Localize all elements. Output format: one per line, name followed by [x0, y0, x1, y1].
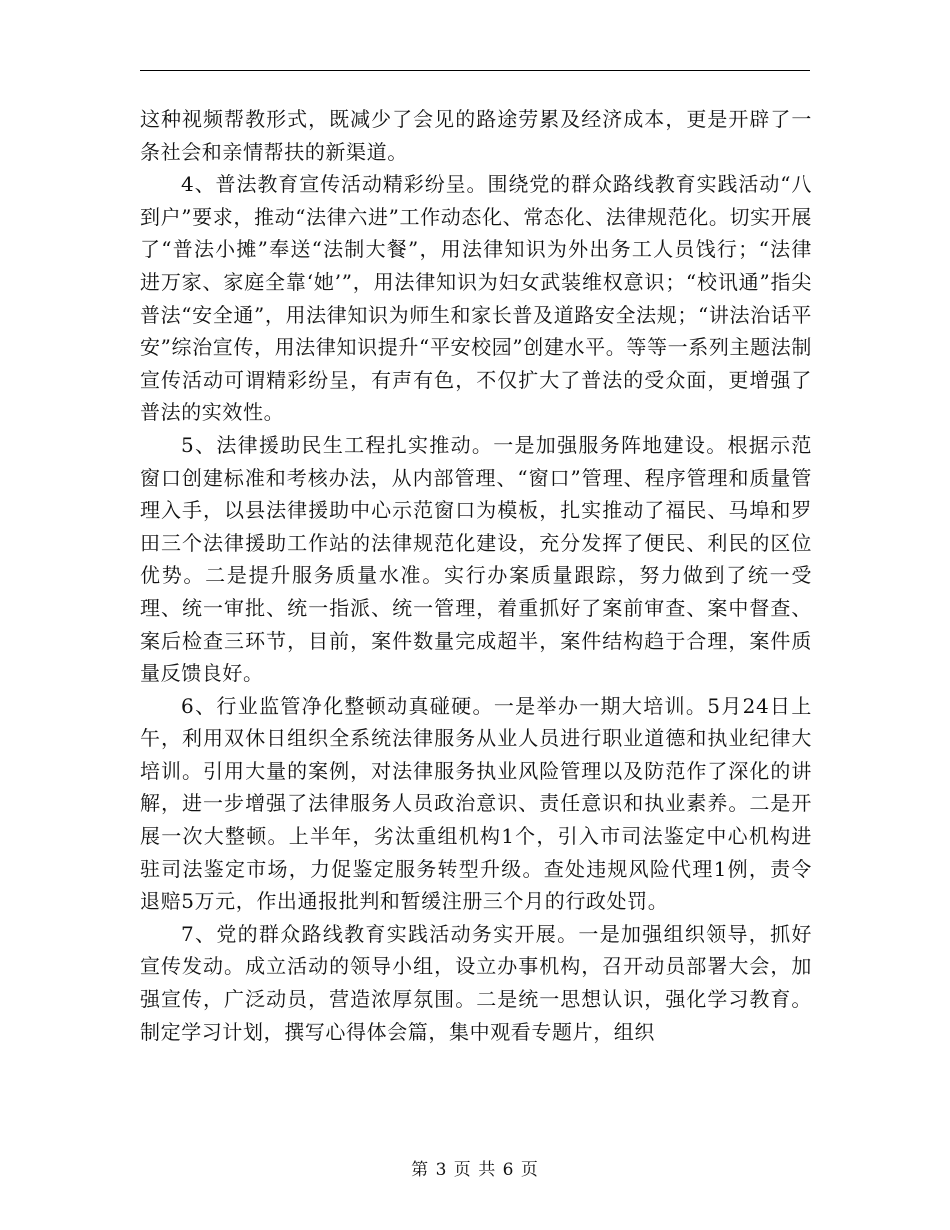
document-body — [140, 103, 812, 1048]
paragraph-legal-publicity: 4、普法教育宣传活动精彩纷呈。围绕党的群众路线教育实践活动“八到户”要求，推动“法律六进”工作动态化、常态化、法律规范化。切实开展了“普法小摊”奉送“法制大餐”，用法律知识为外出务工人员饯行；“法律进万家、家庭全靠‘她’”，用法律知识为妇女武装维权意识；“校讯通”指尖普法“安全通”，用法律知识为师生和家长普及道路安全法规；“讲法治话平安”综治宣传，用法律知识提升“平安校园”创建水平。等等一系列主题法制宣传活动可谓精彩纷呈，有声有色，不仅扩大了普法的受众面，更增强了普法的实效性。 — [140, 172, 812, 425]
paragraph-industry-supervision: 6、行业监管净化整顿动真碰硬。一是举办一期大培训。5月24日上午，利用双休日组织全系统法律服务从业人员进行职业道德和执业纪律大培训。引用大量的案例，对法律服务执业风险管理以及防范作了深化的讲解，进一步增强了法律服务人员政治意识、责任意识和执业素养。二是开展一次大整顿。上半年，劣汰重组机构1个，引入市司法鉴定中心机构进驻司法鉴定市场，力促鉴定服务转型升级。查处违规风险代理1例，责令退赔5万元，作出通报批判和暂缓注册三个月的行政处罚。 — [140, 693, 812, 914]
paragraph-legal-aid: 5、法律援助民生工程扎实推动。一是加强服务阵地建设。根据示范窗口创建标准和考核办法，从内部管理、“窗口”管理、程序管理和质量管理入手，以县法律援助中心示范窗口为模板，扎实推动了福民、马埠和罗田三个法律援助工作站的法律规范化建设，充分发挥了便民、利民的区位优势。二是提升服务质量水准。实行办案质量跟踪，努力做到了统一受理、统一审批、统一指派、统一管理，着重抓好了案前审查、案中督查、案后检查三环节，目前，案件数量完成超半，案件结构趋于合理，案件质量反馈良好。 — [140, 432, 812, 686]
header-rule — [140, 70, 810, 71]
page-number-footer: 第 3 页 共 6 页 — [411, 1160, 539, 1180]
paragraph-mass-line-activity: 7、党的群众路线教育实践活动务实开展。一是加强组织领导，抓好宣传发动。成立活动的领导小组，设立办事机构，召开动员部署大会，加强宣传，广泛动员，营造浓厚氛围。二是统一思想认识，强化学习教育。制定学习计划，撰写心得体会篇，集中观看专题片，组织 — [140, 921, 812, 1044]
paragraph-continuation: 这种视频帮教形式，既减少了会见的路途劳累及经济成本，更是开辟了一条社会和亲情帮扶的新渠道。 — [140, 107, 812, 164]
